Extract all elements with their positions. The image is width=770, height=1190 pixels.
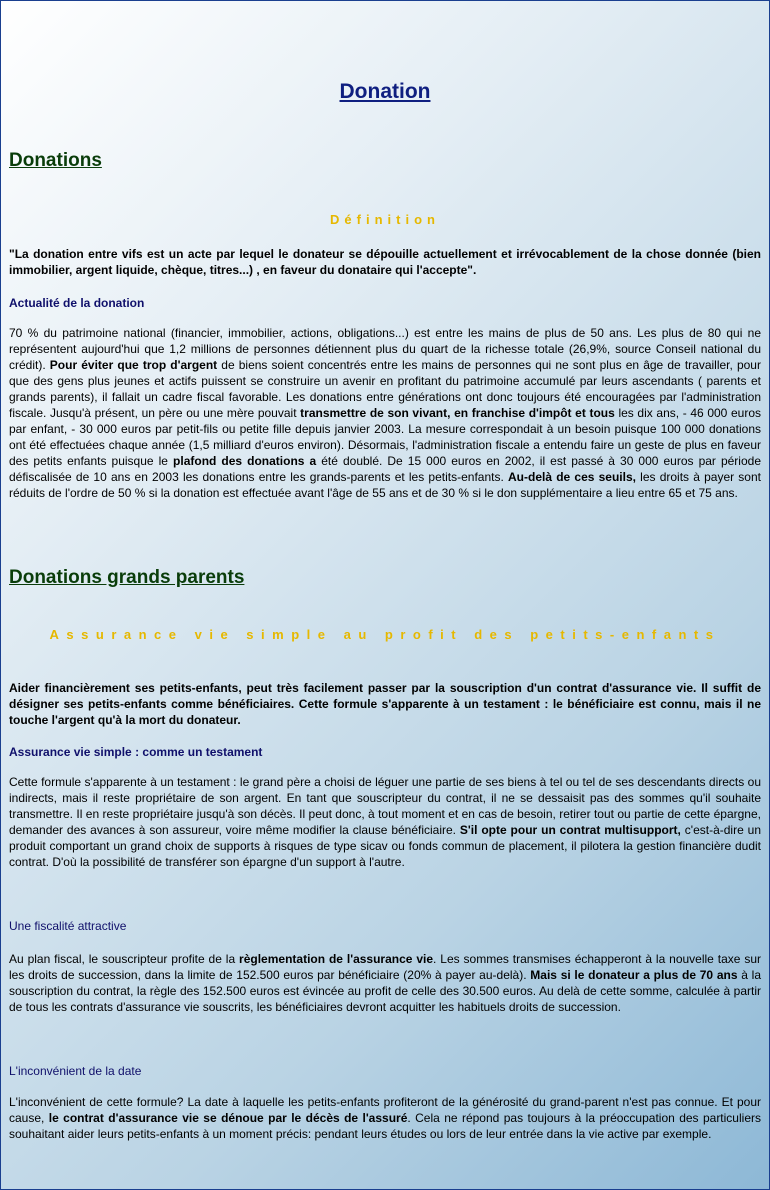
assurance-subtitle: Assurance vie simple au profit des petits-enfants <box>49 627 721 642</box>
definition-text: "La donation entre vifs est un acte par lequel le donateur se dépouille actuellement et irrévocablement de la chose donnée (bien immobilier, argent liquide, chèque, titres...) , en faveur du donataire qui l'accepte". <box>9 247 761 277</box>
inconvenient-heading: L'inconvénient de la date <box>9 1064 142 1078</box>
section-title-donations: Donations <box>9 150 102 171</box>
document-body <box>9 1 761 1189</box>
testament-heading: Assurance vie simple : comme un testament <box>9 745 263 759</box>
assurance-intro: Aider financièrement ses petits-enfants, peut très facilement passer par la souscription d'un contrat d'assurance vie. Il suffit de désigner ses petits-enfants comme bénéficiaires. Cette formule s'apparente à un testament : le bénéficiaire est connu, mais il ne touche l'argent qu'à la mort du donateur. <box>9 681 761 727</box>
inconvenient-paragraph: L'inconvénient de cette formule? La date à laquelle les petits-enfants profiteront de la générosité du grand-parent n'est pas connue. Et pour cause, le contrat d'assurance vie se dénoue par le décès de l'assuré. Cela ne répond pas toujours à la préoccupation des particuliers souhaitant aider leurs petits-enfants à un moment précis: pendant leurs études ou lors de leur entrée dans la vie active par exemple. <box>9 1095 761 1141</box>
testament-paragraph: Cette formule s'apparente à un testament : le grand père a choisi de léguer une partie de ses biens à tel ou tel de ses descendants directs ou indirects, mais il reste propriétaire de son argent. En tant que souscripteur du contrat, il ne se dessaisit pas des sommes qu'il souhaite transmettre. Il en reste propriétaire jusqu'à son décès. Il peut donc, à tout moment et en cas de besoin, retirer tout ou partie de cette épargne, demander des avances à son assureur, voire même modifier la clause bénéficiaire. S'il opte pour un contrat multisupport, c'est-à-dire un produit comportant un grand choix de supports à risques de type sicav ou fonds commun de placement, il pilotera la gestion financière dudit contrat. D'où la possibilité de transférer son épargne d'un support à l'autre. <box>9 775 761 869</box>
actualite-heading: Actualité de la donation <box>9 296 145 310</box>
actualite-paragraph: 70 % du patrimoine national (financier, immobilier, actions, obligations...) est entre les mains de plus de 50 ans. Les plus de 80 qui ne représentent aujourd'hui que 1,2 millions de personnes détiennent plus du quart de la richesse totale (26,9%, source Conseil national du crédit). Pour éviter que trop d'argent de biens soient concentrés entre les mains de personnes qui ne sont plus en âge de travailler, pour que des gens plus jeunes et actifs puissent se construire un avenir en profitant du patrimoine accumulé par leurs ascendants ( parents et grands parents), il fallait un cadre fiscal favorable. Les donations entre générations ont donc toujours été encouragées par l'administration fiscale. Jusqu'à présent, un père ou une mère pouvait transmettre de son vivant, en franchise d'impôt et tous les dix ans, - 46 000 euros par enfant, - 30 000 euros par petit-fils ou petite fille depuis janvier 2003. La mesure correspondait à un besoin puisque 100 000 donations ont été effectuées chaque année (1,5 milliard d'euros environ). Désormais, l'administration fiscale a entendu faire un geste de plus en faveur des petits enfants puisque le plafond des donations a été doublé. De 15 000 euros en 2002, il est passé à 30 000 euros par période défiscalisée de 10 ans en 2003 les donations entre les grands-parents et les petits-enfants. Au-delà de ces seuils, les droits à payer sont réduits de l'ordre de 50 % si la donation est effectuée avant l'âge de 55 ans et de 30 % si le don supplémentaire a lieu entre 65 et 75 ans. <box>9 326 762 500</box>
fiscalite-heading: Une fiscalité attractive <box>9 919 127 933</box>
definition-heading: Définition <box>330 212 440 227</box>
section-title-grands-parents: Donations grands parents <box>9 567 245 588</box>
fiscalite-paragraph: Au plan fiscal, le souscripteur profite de la règlementation de l'assurance vie. Les sommes transmises échapperont à la nouvelle taxe sur les droits de succession, dans la limite de 152.500 euros par bénéficiaire (20% à payer au-delà). Mais si le donateur a plus de 70 ans à la souscription du contrat, la règle des 152.500 euros est évincée au profit de celle des 30.500 euros. Au delà de cette somme, calculée à partir de tous les contrats d'assurance vie souscrits, les bénéficiaires devront acquitter les habituels droits de succession. <box>9 952 762 1014</box>
page-title: Donation <box>339 80 431 103</box>
